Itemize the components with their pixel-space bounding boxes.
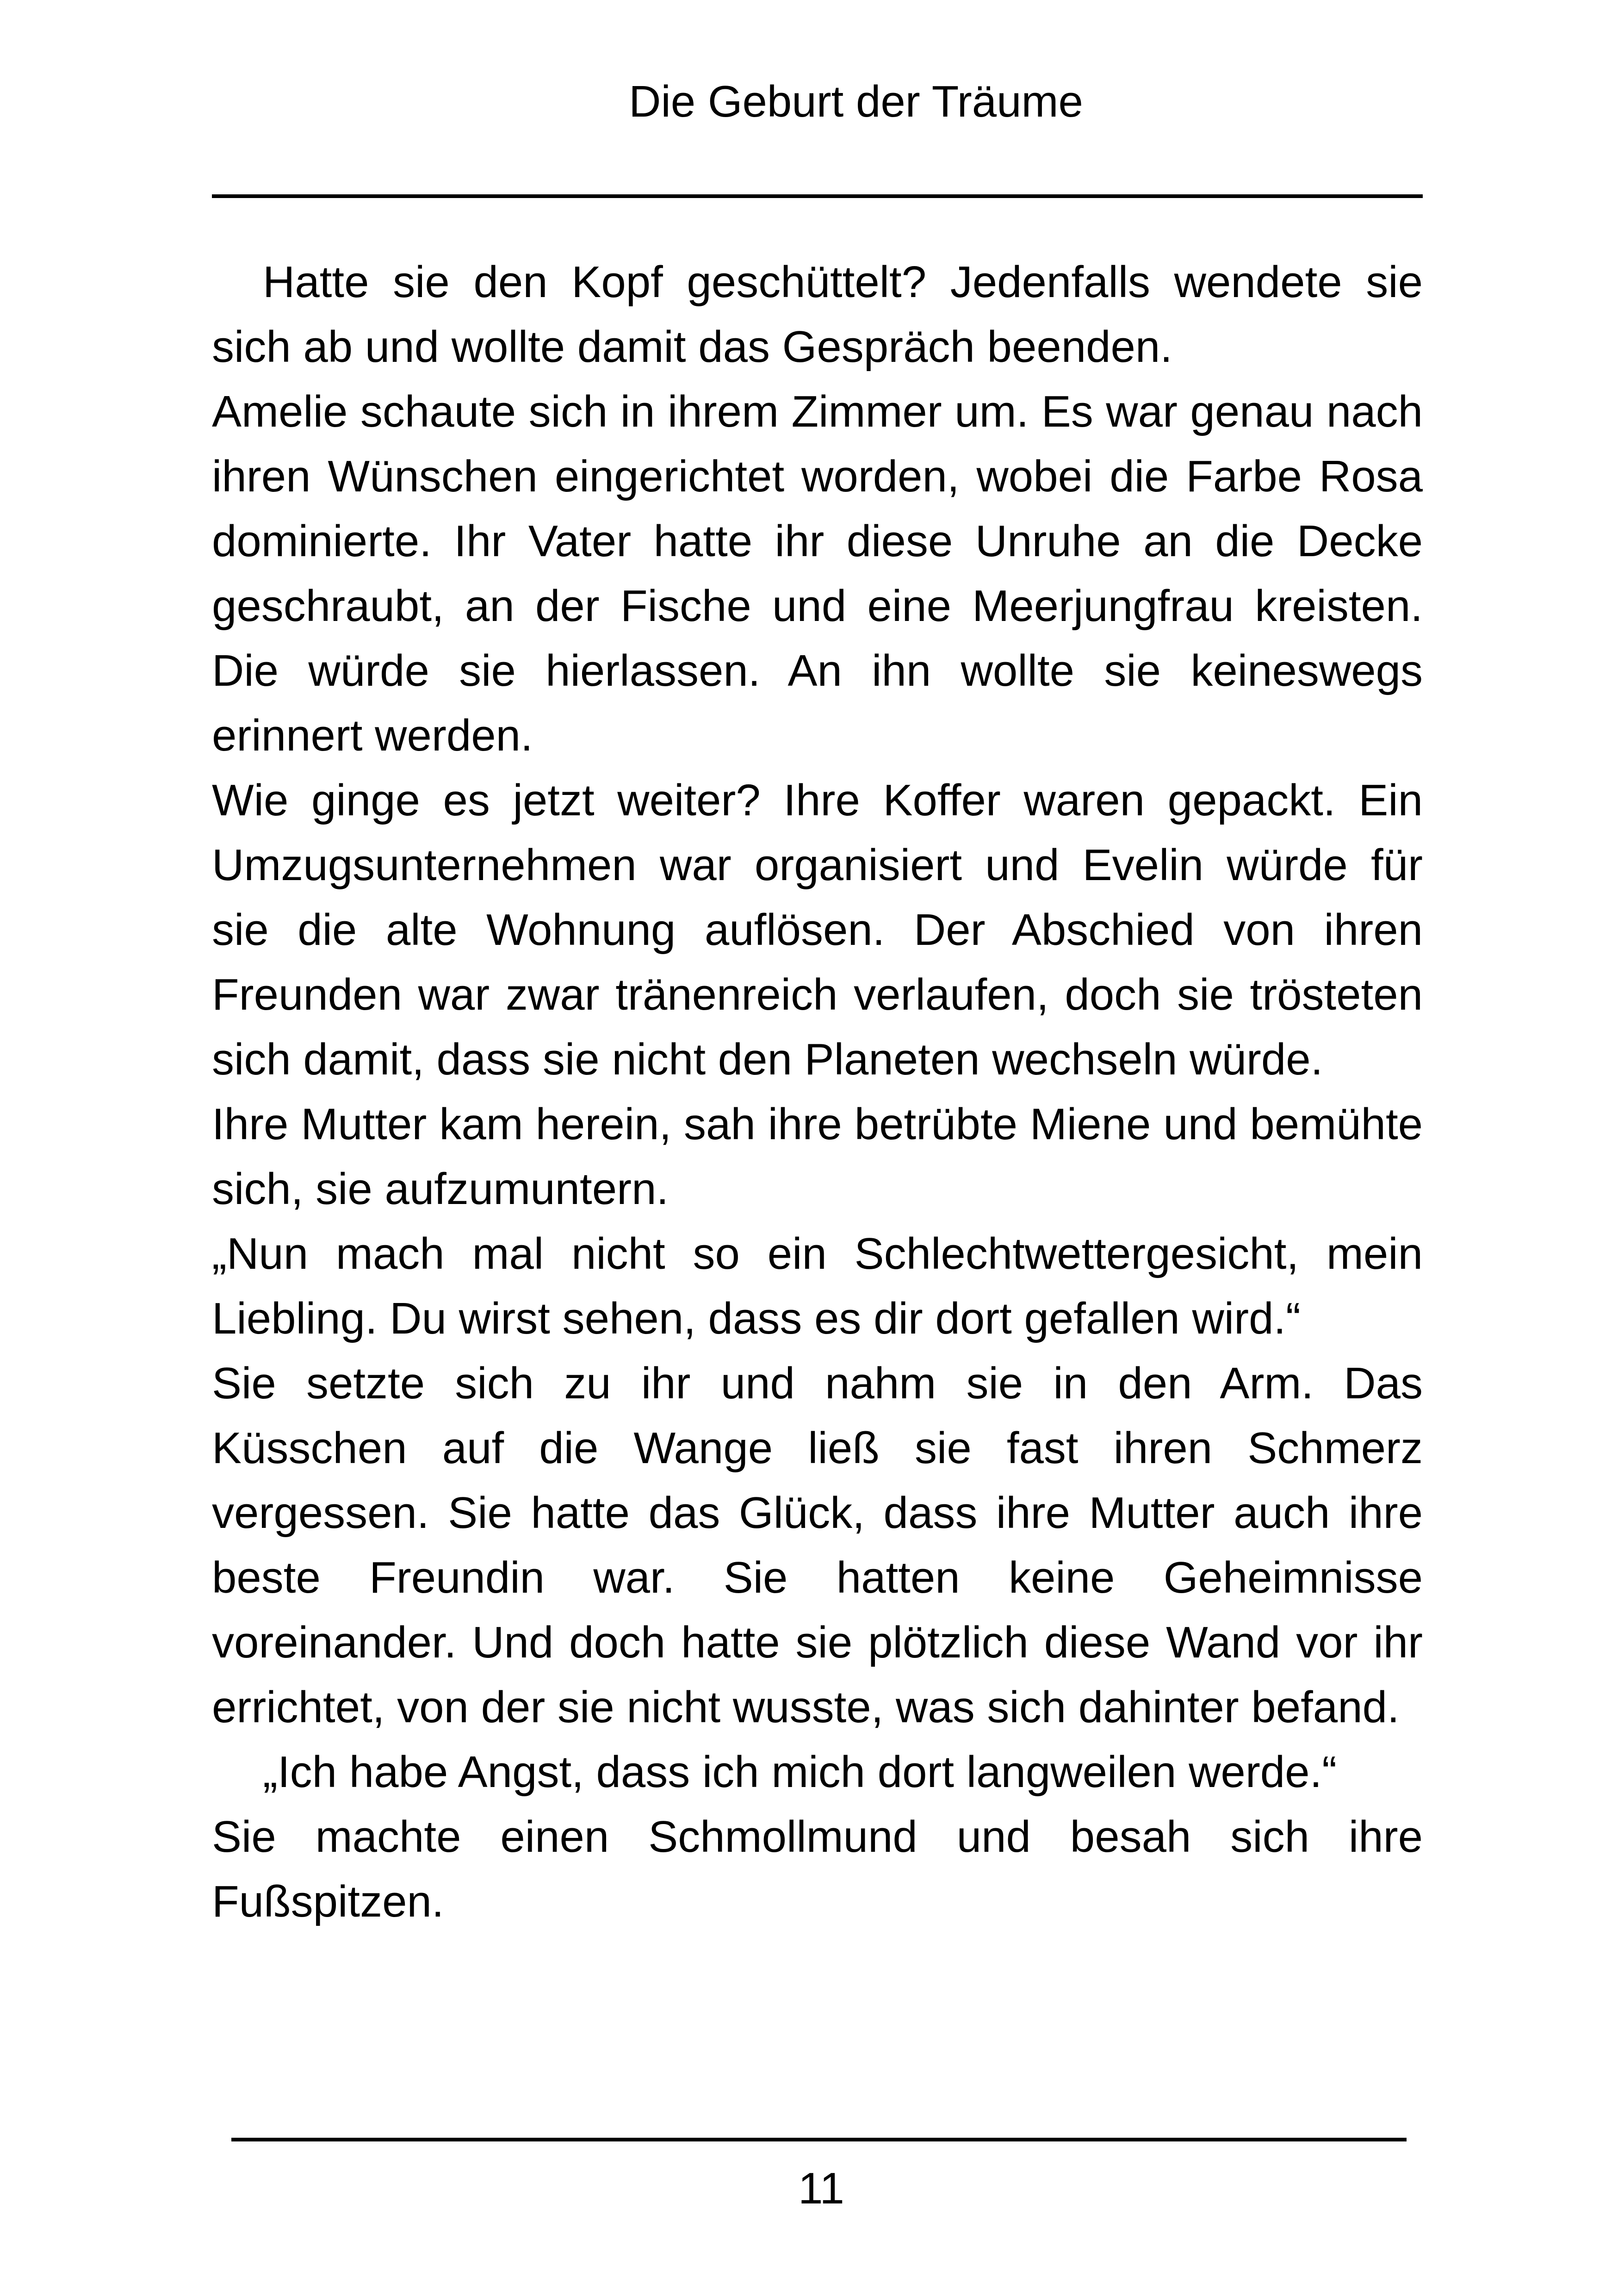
paragraph: „Nun mach mal nicht so ein Schlechtwettergesicht, mein Liebling. Du wirst sehen, dass es dir dort gefallen wird.“ xyxy=(212,1229,1423,1343)
paragraph: „Ich habe Angst, dass ich mich dort langweilen werde.“ xyxy=(263,1747,1337,1797)
paragraph: Sie machte einen Schmollmund und besah sich ihre Fußspitzen. xyxy=(212,1812,1423,1926)
paragraph: Ihre Mutter kam herein, sah ihre betrübte Miene und bemühte sich, sie aufzumuntern. xyxy=(212,1099,1423,1214)
paragraph: Hatte sie den Kopf geschüttelt? Jedenfalls wendete sie sich ab und wollte damit das Gespräch beenden. xyxy=(212,257,1423,372)
running-header-title: Die Geburt der Träume xyxy=(629,77,1083,126)
paragraph: Sie setzte sich zu ihr und nahm sie in den Arm. Das Küsschen auf die Wange ließ sie fast ihren Schmerz vergessen. Sie hatte das Glück, dass ihre Mutter auch ihre beste Freundin war. Sie hatten keine Geheimnisse voreinander. Und doch hatte sie plötzlich diese Wand vor ihr errichtet, von der sie nicht wusste, was sich dahinter befand. xyxy=(212,1359,1423,1732)
footer-divider xyxy=(231,2138,1407,2141)
paragraph: Amelie schaute sich in ihrem Zimmer um. Es war genau nach ihren Wünschen eingerichtet worden, wobei die Farbe Rosa dominierte. Ihr Vater hatte ihr diese Unruhe an die Decke geschraubt, an der Fische und eine Meerjungfrau kreisten. Die würde sie hierlassen. An ihn wollte sie keineswegs erinnert werden. xyxy=(212,387,1423,760)
body-text xyxy=(212,250,1423,1934)
page-number: 11 xyxy=(798,2164,844,2213)
paragraph: Wie ginge es jetzt weiter? Ihre Koffer waren gepackt. Ein Umzugsunternehmen war organisiert und Evelin würde für sie die alte Wohnung auflösen. Der Abschied von ihren Freunden war zwar tränenreich verlaufen, doch sie trösteten sich damit, dass sie nicht den Planeten wechseln würde. xyxy=(212,776,1423,1084)
header-divider xyxy=(212,194,1423,198)
